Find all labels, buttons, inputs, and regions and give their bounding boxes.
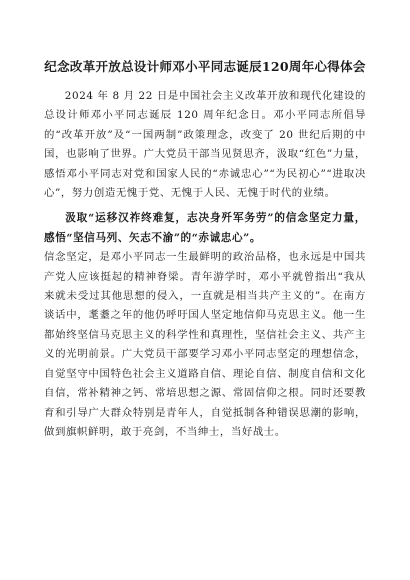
document-title: 纪念改革开放总设计师邓小平同志诞辰120周年心得体会 — [44, 59, 366, 74]
section-heading: 汲取“运移汉祚终难复，志决身歼军务劳”的信念坚定力量，感悟“坚信马列、矢志不渝”的“赤诚忠心”。 — [44, 212, 366, 244]
intro-paragraph: 2024 年 8 月 22 日是中国社会主义改革开放和现代化建设的总设计师邓小平同志诞辰 120 周年纪念日。邓小平同志所倡导的“改革开放”及“一国两制”政策理念，改变了 20 世纪后期的中国，也影响了世界。广大党员干部当见贤思齐，汲取“红色”力量，感悟邓小平同志对党和国家人民的“赤诚忠心”“为民初心”“进取决心”，努力创造无愧于党、无愧于人民、无愧于时代的业绩。 — [44, 90, 366, 200]
section-body: 信念坚定，是邓小平同志一生最鲜明的政治品格，也永远是中国共产党人应该挺起的精神脊梁。青年游学时，邓小平就曾指出“我从来就未受过其他思想的侵入，一直就是相当共产主义的”。在南方谈话中，耄耋之年的他仍呼吁国人坚定地信仰马克思主义。他一生都始终坚信马克思主义的科学性和真理性，坚信社会主义、共产主义的光明前景。广大党员干部要学习邓小平同志坚定的理想信念，自觉坚守中国特色社会主义道路自信、理论自信、制度自信和文化自信，常补精神之钙、常培思想之源、常固信仰之根。同时还要教育和引导广大群众特别是青年人，自觉抵制各种错误思潮的影响，做到旗帜鲜明，敢于亮剑，不当绅士，当好战士。 — [44, 251, 366, 438]
